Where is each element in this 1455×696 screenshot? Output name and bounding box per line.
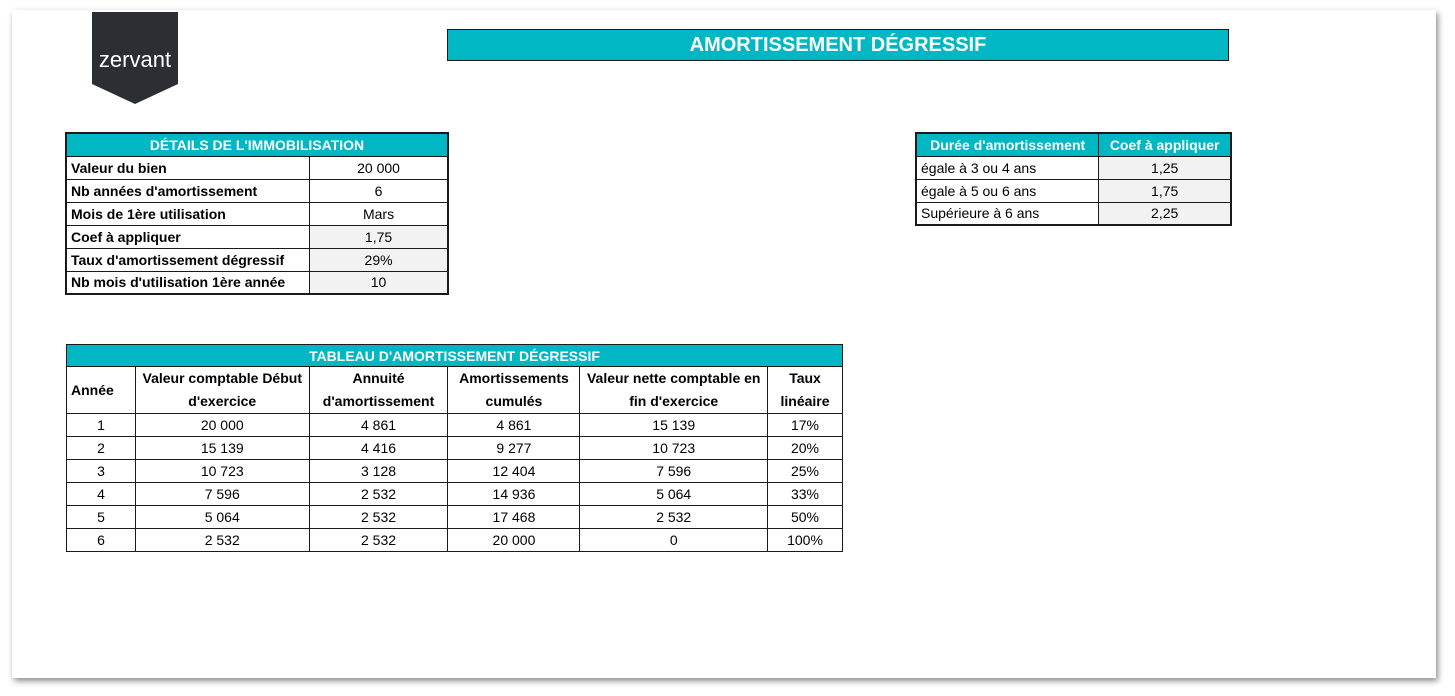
details-label: Valeur du bien bbox=[66, 156, 310, 179]
net-value-cell: 2 532 bbox=[580, 506, 768, 529]
year-cell: 3 bbox=[67, 460, 136, 483]
net-value-cell: 15 139 bbox=[580, 414, 768, 437]
schedule-header-linear-rate: Taux linéaire bbox=[768, 367, 843, 414]
year-cell: 2 bbox=[67, 437, 136, 460]
coef-row bbox=[916, 156, 1231, 179]
start-value-cell: 7 596 bbox=[135, 483, 309, 506]
page-title: AMORTISSEMENT DÉGRESSIF bbox=[447, 29, 1229, 61]
logo-wordmark: zervant bbox=[98, 47, 172, 72]
linear-rate-cell: 20% bbox=[768, 437, 843, 460]
start-value-cell: 10 723 bbox=[135, 460, 309, 483]
schedule-header-cumulative: Amortissements cumulés bbox=[448, 367, 580, 414]
annuity-cell: 4 861 bbox=[309, 414, 448, 437]
zervant-logo bbox=[92, 12, 178, 104]
asset-details-table bbox=[65, 132, 449, 295]
table-row bbox=[67, 506, 843, 529]
year-cell: 6 bbox=[67, 529, 136, 552]
schedule-header-net-value: Valeur nette comptable en fin d'exercice bbox=[580, 367, 768, 414]
details-label: Mois de 1ère utilisation bbox=[66, 202, 310, 225]
details-value-cell: 10 bbox=[310, 271, 448, 294]
details-value-cell[interactable]: Mars bbox=[310, 202, 448, 225]
start-value-cell: 2 532 bbox=[135, 529, 309, 552]
schedule-header-annuity: Annuité d'amortissement bbox=[309, 367, 448, 414]
net-value-cell: 0 bbox=[580, 529, 768, 552]
start-value-cell: 20 000 bbox=[135, 414, 309, 437]
coef-value-cell: 1,25 bbox=[1099, 156, 1231, 179]
table-row bbox=[67, 483, 843, 506]
table-row bbox=[67, 529, 843, 552]
coef-header-coef: Coef à appliquer bbox=[1099, 133, 1231, 156]
net-value-cell: 7 596 bbox=[580, 460, 768, 483]
cumulative-cell: 12 404 bbox=[448, 460, 580, 483]
cumulative-cell: 14 936 bbox=[448, 483, 580, 506]
details-label: Coef à appliquer bbox=[66, 225, 310, 248]
annuity-cell: 3 128 bbox=[309, 460, 448, 483]
linear-rate-cell: 100% bbox=[768, 529, 843, 552]
coef-duration-cell: Supérieure à 6 ans bbox=[916, 202, 1099, 225]
coef-duration-cell: égale à 5 ou 6 ans bbox=[916, 179, 1099, 202]
linear-rate-cell: 25% bbox=[768, 460, 843, 483]
coef-row bbox=[916, 202, 1231, 225]
net-value-cell: 10 723 bbox=[580, 437, 768, 460]
schedule-header-start-value: Valeur comptable Début d'exercice bbox=[135, 367, 309, 414]
cumulative-cell: 17 468 bbox=[448, 506, 580, 529]
coef-header-duration: Durée d'amortissement bbox=[916, 133, 1099, 156]
details-row-month bbox=[66, 202, 448, 225]
details-row-months-first-year bbox=[66, 271, 448, 294]
linear-rate-cell: 17% bbox=[768, 414, 843, 437]
schedule-title: TABLEAU D'AMORTISSEMENT DÉGRESSIF bbox=[67, 345, 843, 367]
year-cell: 5 bbox=[67, 506, 136, 529]
coef-value-cell: 1,75 bbox=[1099, 179, 1231, 202]
details-value-cell[interactable]: 20 000 bbox=[310, 156, 448, 179]
details-value-cell[interactable]: 6 bbox=[310, 179, 448, 202]
schedule-body bbox=[67, 414, 843, 552]
table-row bbox=[67, 414, 843, 437]
coef-value-cell: 2,25 bbox=[1099, 202, 1231, 225]
depreciation-schedule-table bbox=[66, 344, 843, 552]
details-value-cell: 1,75 bbox=[310, 225, 448, 248]
details-title: DÉTAILS DE L'IMMOBILISATION bbox=[66, 133, 448, 156]
annuity-cell: 2 532 bbox=[309, 529, 448, 552]
details-row-value bbox=[66, 156, 448, 179]
year-cell: 4 bbox=[67, 483, 136, 506]
annuity-cell: 2 532 bbox=[309, 506, 448, 529]
net-value-cell: 5 064 bbox=[580, 483, 768, 506]
details-row-years bbox=[66, 179, 448, 202]
details-label: Nb années d'amortissement bbox=[66, 179, 310, 202]
cumulative-cell: 20 000 bbox=[448, 529, 580, 552]
details-row-rate bbox=[66, 248, 448, 271]
details-label: Nb mois d'utilisation 1ère année bbox=[66, 271, 310, 294]
cumulative-cell: 4 861 bbox=[448, 414, 580, 437]
details-value-cell: 29% bbox=[310, 248, 448, 271]
coef-row bbox=[916, 179, 1231, 202]
table-row bbox=[67, 460, 843, 483]
coefficient-table bbox=[915, 132, 1232, 226]
schedule-header-year: Année bbox=[67, 367, 136, 414]
cumulative-cell: 9 277 bbox=[448, 437, 580, 460]
start-value-cell: 15 139 bbox=[135, 437, 309, 460]
table-row bbox=[67, 437, 843, 460]
coef-duration-cell: égale à 3 ou 4 ans bbox=[916, 156, 1099, 179]
details-row-coef bbox=[66, 225, 448, 248]
year-cell: 1 bbox=[67, 414, 136, 437]
linear-rate-cell: 50% bbox=[768, 506, 843, 529]
start-value-cell: 5 064 bbox=[135, 506, 309, 529]
annuity-cell: 2 532 bbox=[309, 483, 448, 506]
details-label: Taux d'amortissement dégressif bbox=[66, 248, 310, 271]
linear-rate-cell: 33% bbox=[768, 483, 843, 506]
annuity-cell: 4 416 bbox=[309, 437, 448, 460]
